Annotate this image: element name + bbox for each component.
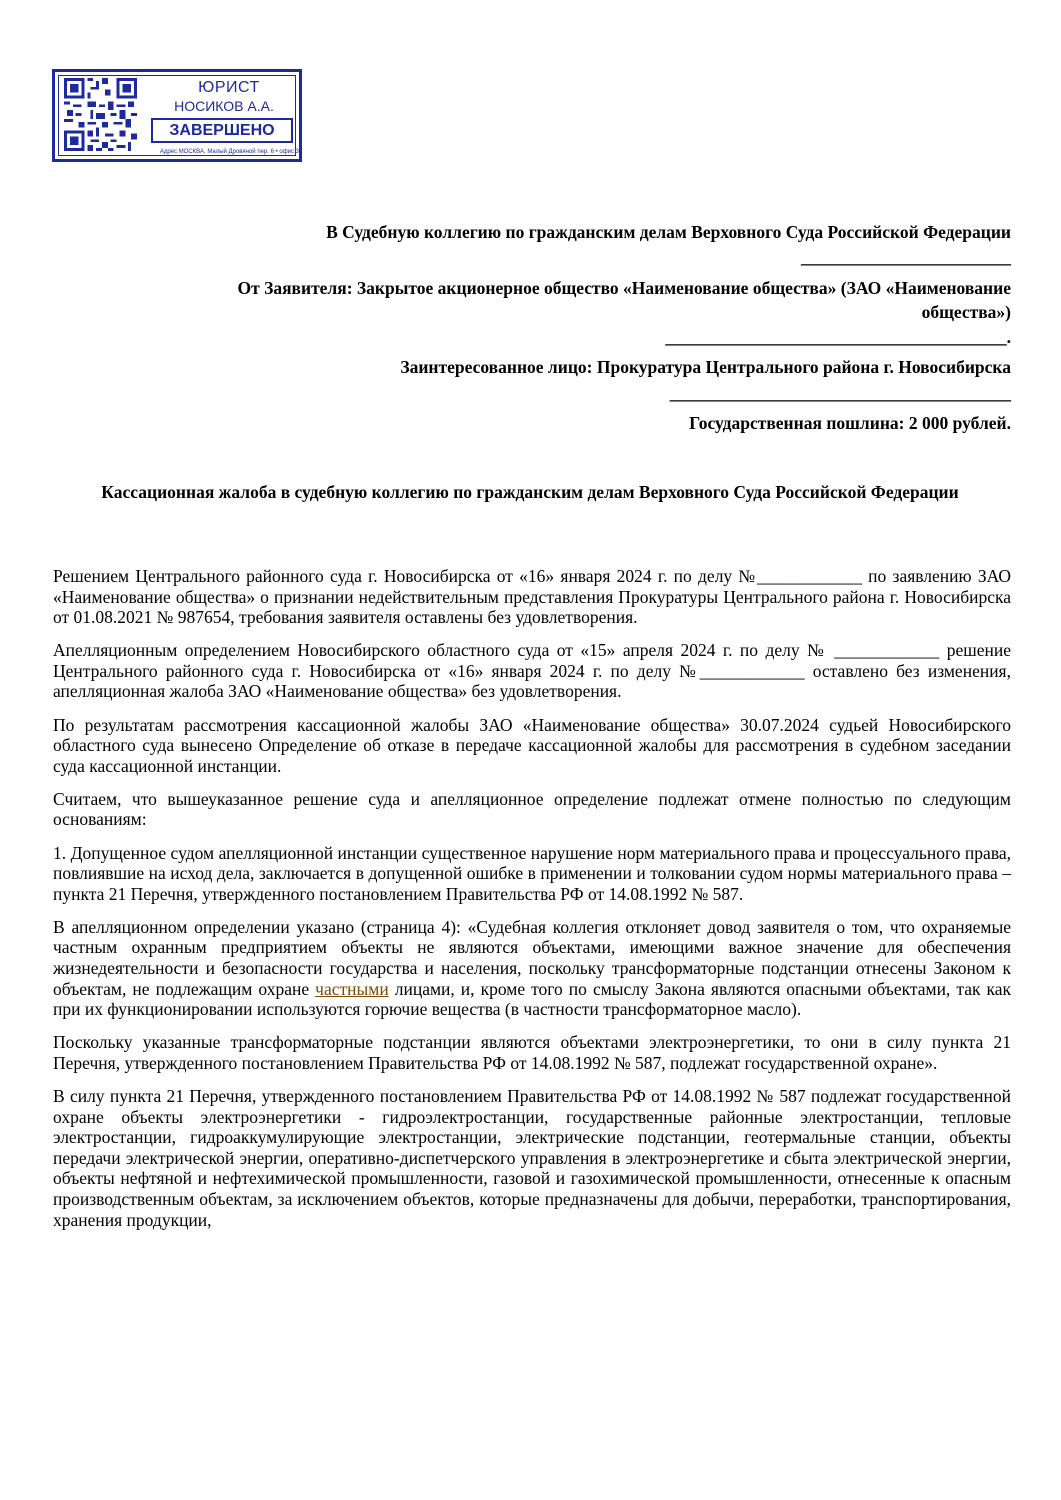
- paragraph: 1. Допущенное судом апелляционной инстанции существенное нарушение норм материального права и процессуального права, повлиявшие на исход дела, заключается в допущенной ошибке в применении и толковании судом нормы материального права – пункта 21 Перечня, утвержденного постановлением Правительства РФ от 14.08.1992 № 587.: [53, 842, 1011, 904]
- paragraph-text: В апелляционном определении указано (страница 4): «Судебная коллегия отклоняет довод заявителя о том, что охраняемые частным охранным предприятием объекты не являются объектами, имеющими важное значение для обеспечения жизнедеятельности и безопасности государства и населения, поскольку трансформаторные подстанции отнесены Законом к объектам, не подлежащим охране: [53, 916, 1011, 999]
- interested-party: Заинтересованное лицо: Прокуратура Центрального района г. Новосибирска: [400, 357, 1011, 377]
- paragraph: По результатам рассмотрения кассационной жалобы ЗАО «Наименование общества» 30.07.2024 судьей Новосибирского областного суда вынесено Определение об отказе в передаче кассационной жалобы для рассмотрения в судебном заседании суда кассационной инстанции.: [53, 714, 1011, 776]
- paragraph: [53, 917, 1011, 1020]
- blank-line: ________________________: [801, 247, 1011, 267]
- document-body: [53, 566, 1011, 1243]
- blank-line: _______________________________________.: [665, 327, 1011, 347]
- stamp-name: НОСИКОВ А.А.: [174, 98, 274, 114]
- state-fee: Государственная пошлина: 2 000 рублей.: [689, 413, 1011, 433]
- paragraph: Считаем, что вышеуказанное решение суда и апелляционное определение подлежат отмене полностью по следующим основаниям:: [53, 788, 1011, 830]
- paragraph: Поскольку указанные трансформаторные подстанции являются объектами электроэнергетики, то они в силу пункта 21 Перечня, утвержденного постановлением Правительства РФ от 14.08.1992 № 587, подлежат государственной охране».: [53, 1032, 1011, 1073]
- blank-line: _______________________________________: [669, 383, 1011, 403]
- applicant-line: От Заявителя: Закрытое акционерное общество «Наименование общества» (ЗАО «Наименование: [237, 278, 1011, 298]
- qr-code-icon: [64, 78, 137, 151]
- lawyer-stamp: [52, 69, 302, 162]
- underlined-word: частными: [315, 978, 389, 999]
- stamp-address: Адрес МОСКВА, Малый Дровяной пер. 6 • офис 3: [159, 149, 299, 155]
- paragraph-text: лицами, и, кроме того по смыслу Закона являются опасными объектами, так как при их функционировании используются горючие вещества (в частности трансформаторное масло).: [53, 978, 1012, 1020]
- paragraph: В силу пункта 21 Перечня, утвержденного постановлением Правительства РФ от 14.08.1992 № 587 подлежат государственной охране объекты электроэнергетики - гидроэлектростанции, государственные районные электростанции, тепловые электростанции, гидроаккумулирующие электростанции, электрические подстанции, геотермальные станции, объекты передачи электрической энергии, оперативно-диспетчерского управления в электроэнергетике и сбыта электрической энергии, объекты нефтяной и нефтехимической промышленности, газовой и газохимической промышленности, отнесенные к опасным производственным объектам, за исключением объектов, которые предназначены для добычи, переработки, транспортирования, хранения продукции,: [53, 1085, 1011, 1230]
- paragraph: Решением Центрального районного суда г. Новосибирска от «16» января 2024 г. по делу №____________ по заявлению ЗАО «Наименование общества» о признании недействительным представления Прокуратуры Центрального района г. Новосибирска от 01.08.2021 № 987654, требования заявителя оставлены без удовлетворения.: [53, 566, 1011, 628]
- document-title: Кассационная жалоба в судебную коллегию по гражданским делам Верховного Суда Российской Федерации: [101, 482, 959, 502]
- paragraph: Апелляционным определением Новосибирского областного суда от «15» апреля 2024 г. по делу № ____________ решение Центрального районного суда г. Новосибирска от «16» января 2024 г. по делу №____________ оставлено без изменения, апелляционная жалоба ЗАО «Наименование общества» без удовлетворения.: [53, 640, 1011, 702]
- stamp-title: ЮРИСТ: [198, 79, 260, 96]
- stamp-status: ЗАВЕРШЕНО: [151, 118, 293, 143]
- applicant-line-cont: общества»): [921, 302, 1011, 322]
- court-addressee: В Судебную коллегию по гражданским делам Верховного Суда Российской Федерации: [326, 222, 1011, 242]
